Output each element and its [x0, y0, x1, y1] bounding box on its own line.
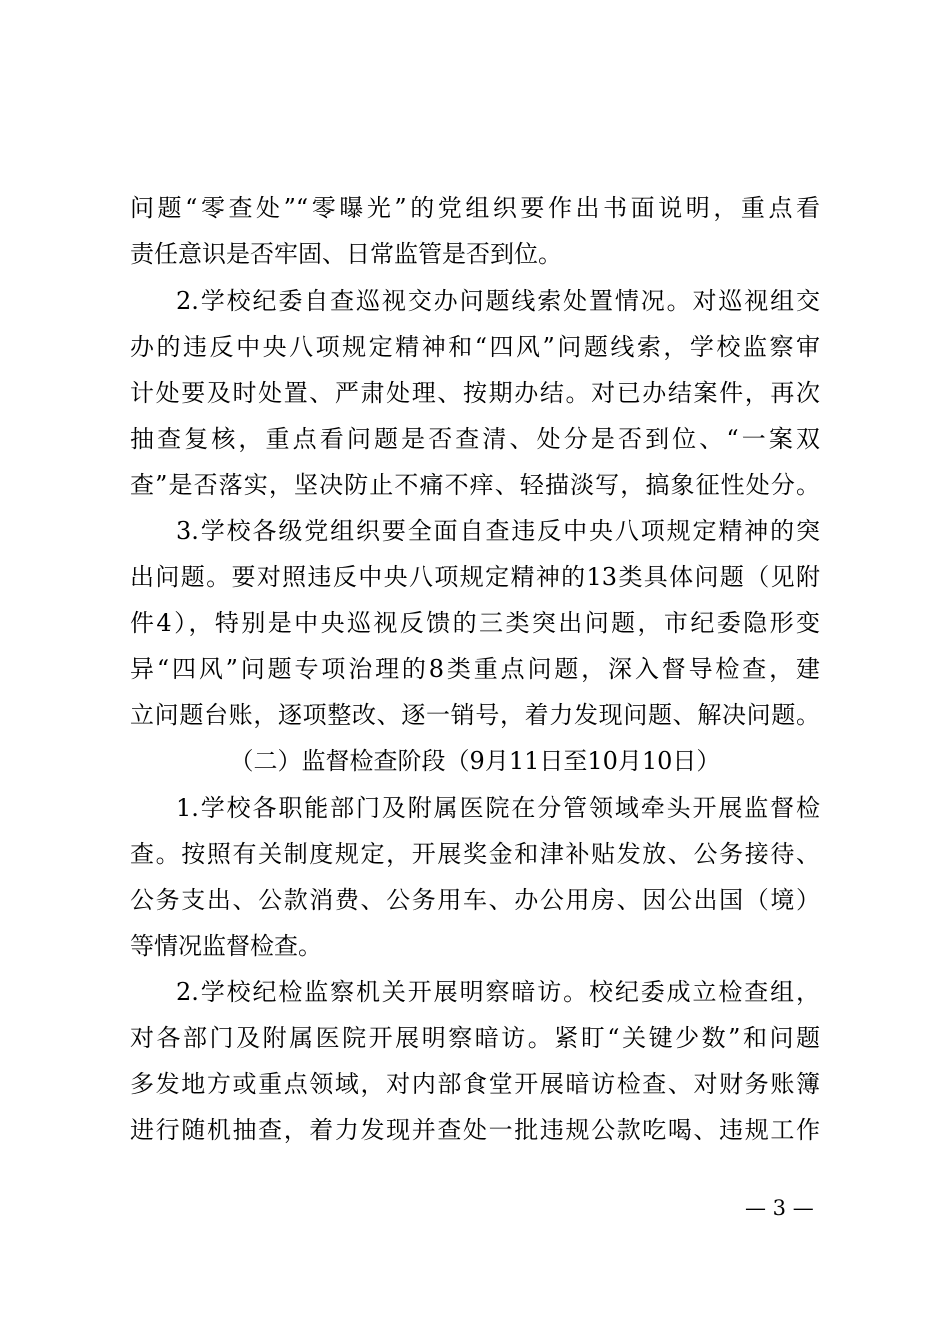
paragraph-start-line: 3.学校各级党组织要全面自查违反中央八项规定精神的突: [176, 517, 820, 545]
text-line: 问题“零查处”“零曝光”的党组织要作出书面说明，重点看: [130, 194, 820, 222]
text-line: 抽查复核，重点看问题是否查清、处分是否到位、“一案双: [130, 425, 820, 453]
text-line: 等情况监督检查。: [130, 932, 322, 960]
text-line: 进行随机抽查，着力发现并查处一批违规公款吃喝、违规工作: [130, 1116, 820, 1144]
section-heading: （二）监督检查阶段（9月11日至10月10日）: [229, 747, 721, 775]
paragraph-start-line: 2.学校纪委自查巡视交办问题线索处置情况。对巡视组交: [176, 287, 820, 315]
text-line: 出问题。要对照违反中央八项规定精神的13类具体问题（见附: [130, 563, 820, 591]
text-line: 查”是否落实，坚决防止不痛不痒、轻描淡写，搞象征性处分。: [130, 471, 820, 499]
text-line: 异“四风”问题专项治理的8类重点问题，深入督导检查，建: [130, 655, 820, 683]
text-line: 对各部门及附属医院开展明察暗访。紧盯“关键少数”和问题: [130, 1024, 820, 1052]
text-line: 计处要及时处置、严肃处理、按期办结。对已办结案件，再次: [130, 379, 820, 407]
text-line: 查。按照有关制度规定，开展奖金和津补贴发放、公务接待、: [130, 840, 820, 868]
paragraph-start-line: 2.学校纪检监察机关开展明察暗访。校纪委成立检查组，: [176, 978, 820, 1006]
text-line: 立问题台账，逐项整改、逐一销号，着力发现问题、解决问题。: [130, 701, 820, 729]
text-line: 件4），特别是中央巡视反馈的三类突出问题，市纪委隐形变: [130, 609, 820, 637]
text-line: 多发地方或重点领域，对内部食堂开展暗访检查、对财务账簿: [130, 1070, 820, 1098]
paragraph-start-line: 1.学校各职能部门及附属医院在分管领域牵头开展监督检: [176, 794, 820, 822]
text-line: 公务支出、公款消费、公务用车、办公用房、因公出国（境）: [130, 886, 820, 914]
page-number: — 3 —: [745, 1196, 814, 1220]
text-line: 办的违反中央八项规定精神和“四风”问题线索，学校监察审: [130, 333, 820, 361]
text-line: 责任意识是否牢固、日常监管是否到位。: [130, 240, 562, 268]
